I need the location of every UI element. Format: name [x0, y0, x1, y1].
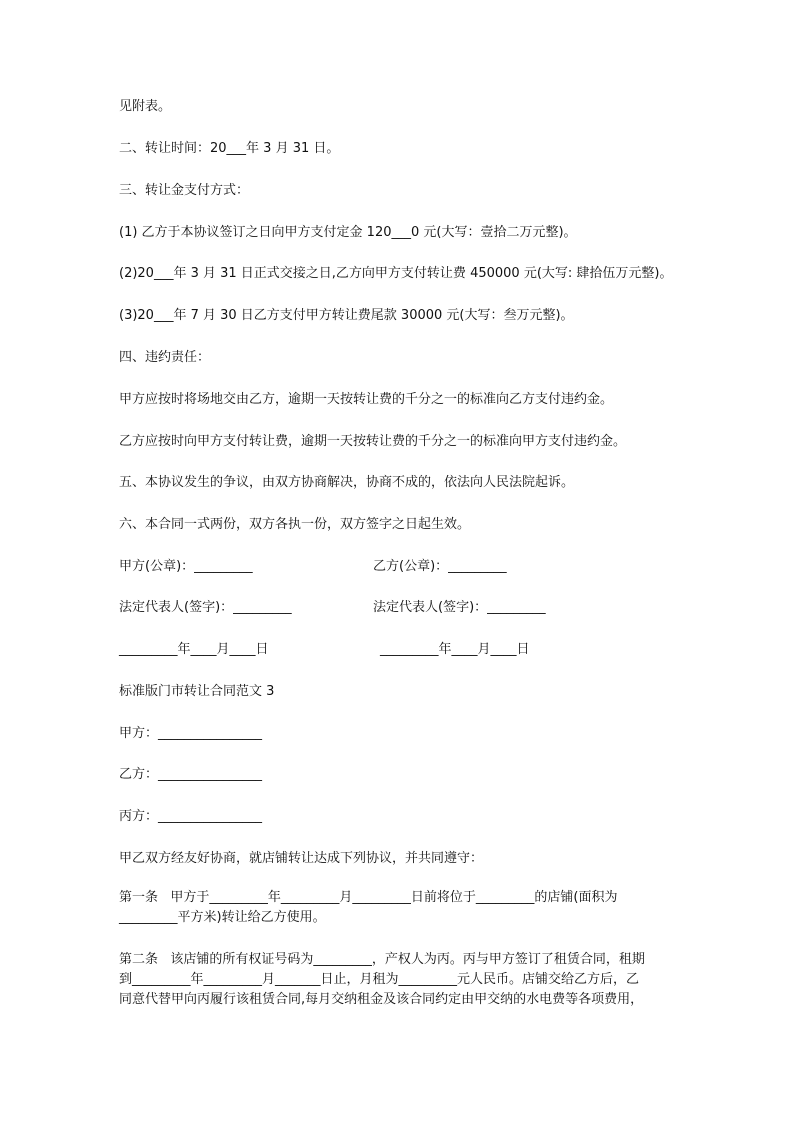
- article-1-line-2: _________平方米)转让给乙方使用。: [119, 910, 326, 925]
- clause-breach-heading: 四、违约责任：: [119, 350, 211, 365]
- signature-party-a-rep: 法定代表人(签字)：_________: [119, 600, 292, 615]
- party-c-line: 丙方：________________: [119, 809, 263, 824]
- date-party-b: _________年____月____日: [380, 642, 530, 657]
- breach-party-b: 乙方应按时向甲方支付转让费，逾期一天按转让费的千分之一的标准向甲方支付违约金。: [119, 434, 627, 449]
- article-2-line-3: 同意代替甲向丙履行该租赁合同,每月交纳租金及该合同约定由甲交纳的水电费等各项费用，: [119, 992, 644, 1007]
- clause-transfer-time: 二、转让时间：20___年 3 月 31 日。: [119, 141, 340, 156]
- party-b-line: 乙方：________________: [119, 767, 263, 782]
- clause-dispute: 五、本协议发生的争议，由双方协商解决，协商不成的，依法向人民法院起诉。: [119, 475, 575, 490]
- article-1-line-1: 第一条 甲方于_________年_________月_________日前将位于_________的店铺(面积为: [119, 890, 618, 905]
- clause-copies: 六、本合同一式两份，双方各执一份，双方签字之日起生效。: [119, 517, 471, 532]
- payment-item-2: (2)20___年 3 月 31 日正式交接之日,乙方向甲方支付转让费 450000 元(大写: 肆拾伍万元整)。: [119, 266, 673, 281]
- article-2-line-1: 第二条 该店铺的所有权证号码为_________，产权人为丙。丙与甲方签订了租赁合同，租期: [119, 952, 645, 967]
- breach-party-a: 甲方应按时将场地交由乙方，逾期一天按转让费的千分之一的标准向乙方支付违约金。: [119, 392, 614, 407]
- signature-party-b-rep: 法定代表人(签字)：_________: [373, 600, 546, 615]
- party-a-line: 甲方：________________: [119, 726, 263, 741]
- payment-item-1: (1) 乙方于本协议签订之日向甲方支付定金 120___0 元(大写：壹拾二万元整)。: [119, 225, 577, 240]
- clause-payment-heading: 三、转让金支付方式：: [119, 183, 250, 198]
- signature-party-b-seal: 乙方(公章)：_________: [373, 559, 507, 574]
- agreement-intro: 甲乙双方经友好协商，就店铺转让达成下列协议，并共同遵守：: [119, 851, 484, 866]
- payment-item-3: (3)20___年 7 月 30 日乙方支付甲方转让费尾款 30000 元(大写：叁万元整)。: [119, 308, 574, 323]
- section-title: 标准版门市转让合同范文 3: [119, 684, 275, 699]
- article-2: [119, 950, 679, 1010]
- article-2-line-2: 到_________年_________月_______日止，月租为_________元人民币。店铺交给乙方后，乙: [119, 972, 640, 987]
- article-1: [119, 888, 679, 928]
- text-line: 见附表。: [119, 99, 172, 114]
- signature-party-a-seal: 甲方(公章)：_________: [119, 559, 253, 574]
- date-party-a: _________年____月____日: [119, 642, 269, 657]
